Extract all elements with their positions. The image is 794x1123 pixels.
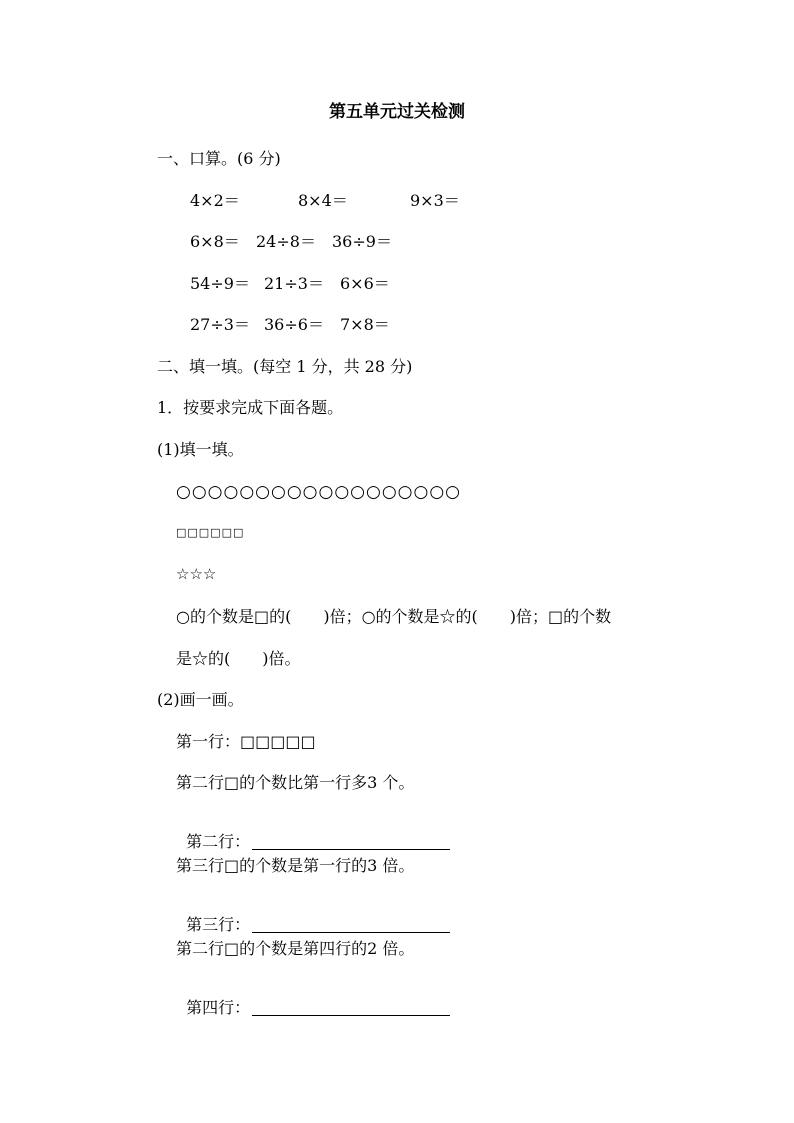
circle-row: ○○○○○○○○○○○○○○○○○○ xyxy=(176,482,462,502)
row2-label: 第二行： xyxy=(186,832,251,851)
square-row: □□□□□□ xyxy=(176,526,245,539)
arith-item: 7×8＝ xyxy=(340,315,390,334)
arith-item: 8×4＝ xyxy=(298,191,348,210)
answer-line[interactable] xyxy=(252,999,450,1016)
answer-line[interactable] xyxy=(252,833,450,850)
arith-item: 9×3＝ xyxy=(410,191,460,210)
row2-answer[interactable] xyxy=(176,817,450,850)
row4-label: 第四行： xyxy=(186,998,251,1017)
fill-blank-line-2: 是☆的( )倍。 xyxy=(176,649,301,668)
arith-item: 24÷8＝ xyxy=(256,232,316,251)
answer-line[interactable] xyxy=(252,916,450,933)
row3-label: 第三行： xyxy=(186,915,251,934)
fill-blank-line-1: ○的个数是□的( )倍；○的个数是☆的( )倍；□的个数 xyxy=(176,607,612,626)
arith-item: 36÷6＝ xyxy=(264,315,324,334)
arith-item: 54÷9＝ xyxy=(190,274,250,293)
instruction-row4: 第二行□的个数是第四行的2 倍。 xyxy=(176,939,415,958)
row4-answer[interactable] xyxy=(176,983,450,1016)
sub-question-1-label: (1)填一填。 xyxy=(157,440,244,459)
star-row: ☆☆☆ xyxy=(176,565,217,583)
page-title: 第五单元过关检测 xyxy=(329,102,465,122)
section2-heading: 二、填一填。(每空 1 分，共 28 分) xyxy=(157,357,413,376)
arith-item: 36÷9＝ xyxy=(332,232,392,251)
sub-question-2-label: (2)画一画。 xyxy=(157,690,244,709)
arith-item: 6×6＝ xyxy=(340,274,390,293)
arith-item: 21÷3＝ xyxy=(264,274,324,293)
instruction-row3: 第三行□的个数是第一行的3 倍。 xyxy=(176,856,415,875)
section1-heading: 一、口算。(6 分) xyxy=(157,149,281,168)
arith-item: 4×2＝ xyxy=(190,191,240,210)
arith-item: 27÷3＝ xyxy=(190,315,250,334)
question-1: 1．按要求完成下面各题。 xyxy=(157,398,344,417)
row3-answer[interactable] xyxy=(176,900,450,933)
arith-item: 6×8＝ xyxy=(190,232,240,251)
row1-given: 第一行：□□□□□ xyxy=(176,732,316,751)
instruction-row2: 第二行□的个数比第一行多3 个。 xyxy=(176,773,415,792)
